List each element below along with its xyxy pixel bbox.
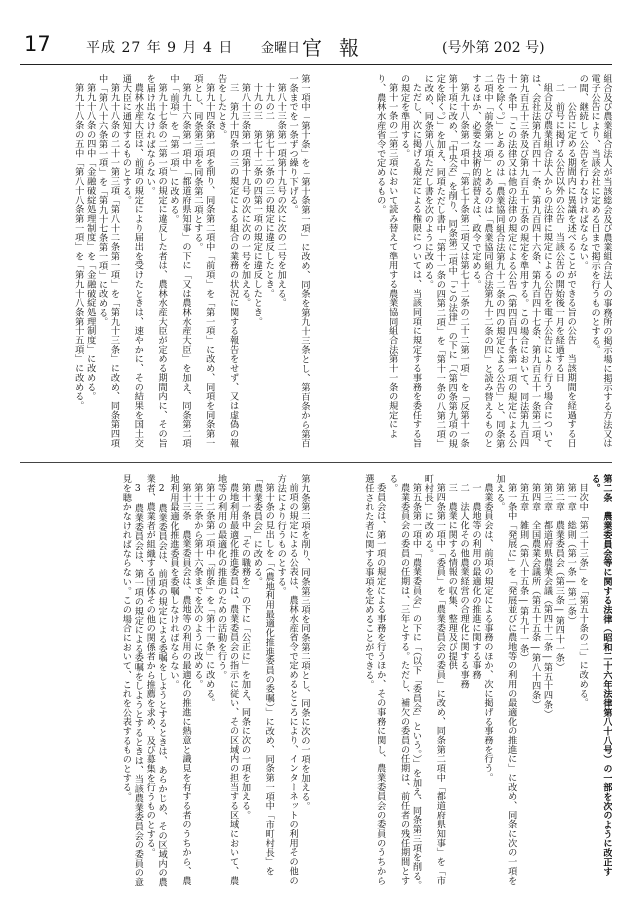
- paragraph: 三 第九十四条の三の規定による組合の業務の状況に関する報告をせず、又は虚偽の報告をしたとき。: [215, 74, 239, 448]
- paragraph: 三 農業に関する情報の収集、整理及び提供: [446, 483, 458, 671]
- column-upper-left: [16, 74, 310, 452]
- toc-line: 第三章 都道府県農業会議（第四十二条―第五十四条）: [541, 483, 553, 719]
- paragraph: 第十条の見出しを「（農地利用最適化推進委員の委嘱）」に改め、同条第一項中「市町村長」を「農業委員会」に改める。: [251, 474, 275, 877]
- section-divider: [20, 462, 612, 463]
- paragraph: 農林水産大臣は、前項の規定により届出を受けたときは、速やかに、その結果を国土交通大臣に通知するものとする。: [120, 74, 144, 448]
- gazette-title: 官報: [302, 36, 376, 60]
- paragraph: 第五条第一項中「農業委員会」の下に「（以下「委員会」という。）」を加え、同条第三項を削る。: [410, 483, 422, 891]
- paragraph: 2 農業委員会は、前項の規定による委嘱をしようとするときは、あらかじめ、その区域内の農業者、農業者が組織する団体その他の関係者から推薦を求め、及び募集を行うものとする。: [144, 474, 168, 888]
- paragraph: 一 公告に定める期間内に異議を述べることができる旨の公告 当該期間を経過する日: [565, 83, 577, 448]
- paragraph: 第一条中「発展に」を「発展並びに農地等の利用の最適化の推進に」に改め、同条に次の一項を加える。: [493, 474, 517, 886]
- paragraph: 二 前号に掲げる公告以外の公告 当該公告の開始後一月を経過する日: [553, 83, 565, 383]
- paragraph: 委員会は、第一項の規定による事務を行うほか、その事務に関し、農業委員会の委員のうちから選任された者に関する事項を定めることができる。: [362, 474, 386, 886]
- paragraph: 二 法人化その他農業経営の合理化に関する事務: [458, 483, 470, 689]
- paragraph: 十九の三 第七十二条の四第一項の規定に違反したとき。: [251, 83, 263, 327]
- paragraph: 第一項中「第十条」を「第十条第一項」に改め、同条を第九十三条とし、第百条から第百一条までを一条ずつ繰り下げる。: [287, 74, 310, 448]
- column-lower-left: [16, 474, 310, 894]
- paragraph: 十九の二 第七十二条の三の規定に違反したとき。: [263, 83, 275, 299]
- page-number: 17: [24, 32, 51, 56]
- paragraph: 第九十四条第一項を削り、同条第二項中「前項」を「第一項」に改め、同項を同条第一項とし、同条第三項を同条第二項とする。: [191, 74, 215, 448]
- paragraph: 第十二条第一項中「前条」を「第十一条」に改める。: [203, 483, 215, 708]
- paragraph: 第九十八条の五中「第八十八条第一項」を「第九十八条第十五項」に改める。: [72, 83, 84, 411]
- paragraph: 第八十三条第一項第十九号の次に次の一号を加える。: [239, 83, 251, 308]
- paragraph: 第九十六条第一項中「都道府県知事」の下に「又は農林水産大臣」を加え、同条第二項中「前項」を「第一項」に改める。: [168, 74, 191, 448]
- toc-line: 第五章 雑則（第八十五条―第九十一条）: [517, 483, 529, 663]
- paragraph: 第九十七条の二第一項の規定に違反した者は、農林水産大臣が定める期間内に、その旨を届け出なければならない。: [144, 74, 168, 448]
- article-heading: 第二条 農業委員会等に関する法律（昭和二十六年法律第八十八号）の一部を次のように改正する。: [589, 474, 612, 877]
- paragraph: 第九条第二項を削り、同条第三項を同条第二項とし、同条に次の一項を加える。: [299, 474, 310, 811]
- toc-line: 第四章 全国農業会議所（第五十五条―第八十四条）: [529, 483, 541, 710]
- column-lower-right: [318, 474, 612, 894]
- paragraph: 第十一条の二第三項において読み替えて準用する農業協同組合法第十一条の規定により、農林水産省令で定めるもの。: [374, 74, 398, 439]
- paragraph: 農地利用最適化推進委員は、農業委員会の指示に従い、その区域内の担当する区域において、農地等の利用の最適化の推進のための活動を行う。: [215, 474, 239, 886]
- paragraph: 第八十三条第一項第十九号の次に次の二号を加える。: [275, 83, 287, 308]
- issue-weekday: 金曜日: [261, 41, 301, 56]
- paragraph: 農業委員会は、前項の規定による事務のほか、次に掲げる事務を行う。: [481, 483, 493, 783]
- paragraph: 一 農地等の利用の最適化の推進に関する事務: [470, 483, 482, 680]
- paragraph: 第九十八条の二十一第三項「第八十二条第一項」を「第九十三条」に改め、同条第四項中「第八十六条第一項」を「第九十七条第一項」に改める。: [96, 74, 120, 448]
- paragraph: 第九十八条の四中「金融破綻処理制度」を「金融破綻処理制度」に改める。: [84, 83, 96, 402]
- column-upper-right: [318, 74, 612, 452]
- header-rule: [20, 64, 612, 65]
- paragraph: の間、継続して公告を行わなければならない。: [577, 74, 589, 271]
- paragraph: 第四条第一項中「委員」を「農業委員会の委員」に改め、同条第二項中「都道府県知事」を「市町村長」に改める。: [422, 474, 446, 886]
- paragraph: ただし、次に掲げる規定による権限については、当該同項に規定する事務を委任する旨の規定を準用する。: [398, 74, 422, 448]
- paragraph: 3 農業委員会は、第一項の規定による委嘱をしようとするときは、当該農業委員会の委員の意見を聴かなければならない。この場合において、これを公表するものとする。: [120, 474, 144, 888]
- paragraph: 組合及び農業組合法人が当該総会及び農業組合法人の事務所の掲示場に掲示する方法又は電子公告により、当該会社に定める日まで掲示を行うものとする。: [589, 74, 612, 448]
- paragraph: 前項の規定による公表は、農林水産省令で定めるところにより、インターネットの利用その他の方法により行うものとする。: [275, 474, 299, 886]
- toc-line: 第一章 総則（第一条―第二条）: [565, 483, 577, 626]
- paragraph: 第九十八条第一項中「第七十条第二項又は第七十二条の二十二第一項」を「反第十一条第十項に改め、「中央会」を削り、同条第二項中「この法律」の下に「（第四条第九項の規定を除く。）」を加え、同項ただし書中「第十一条の四第二項」を「第十一条の八第二項」に改め、同条第八項ただし書を次のように改める。: [422, 74, 470, 449]
- issue-extra-number: (号外第 202 号): [442, 40, 545, 56]
- paragraph: 第十三条 農業委員会は、農地等の利用の最適化の推進に熱意と識見を有する者のうちから、農地利用最適化推進委員を委嘱しなければならない。: [168, 474, 191, 886]
- paragraph: 第十三条から第十六条までを次のように改める。: [191, 483, 203, 689]
- paragraph: 農業委員会の委員の任期は、三年とする。ただし、補欠の委員の任期は、前任者の残任期間とする。: [386, 474, 410, 886]
- toc-line: 第二章 農業委員会（第三条―第四十一条）: [553, 483, 565, 672]
- paragraph: 目次中「第二十三条」を「第五十条の二」に改める。: [577, 483, 589, 708]
- page-header: [14, 26, 614, 66]
- paragraph: 組合及び農業組合法人からの法律に規定による公告を電子公告により行う場合については、会社法第九百四十一条、第九百四十六条、第九百四十七条、第九百五十一条第二項、第九百五十三条及び第九百五十五条の規定を準用する。この場合において、同法第九百四十一条中「この法律又は他の法律の規定による公告（第四百四十条第一項の規定による公告を除く。）」とあるのは「農業協同組合法第九十二条の四の規定による公告」と、同条第二項中「前条第一項」とあるのは「農業協同組合法第九十二条の四」と読み替えるものとするほか、必要な技術的読替えは、政令で定める。: [470, 74, 553, 449]
- paragraph: 第十一条中「その職務を」の下に「公正に」を加え、同条に次の一項を加える。: [239, 483, 251, 820]
- issue-date: 平成 27 年 9 月 4 日: [86, 40, 234, 56]
